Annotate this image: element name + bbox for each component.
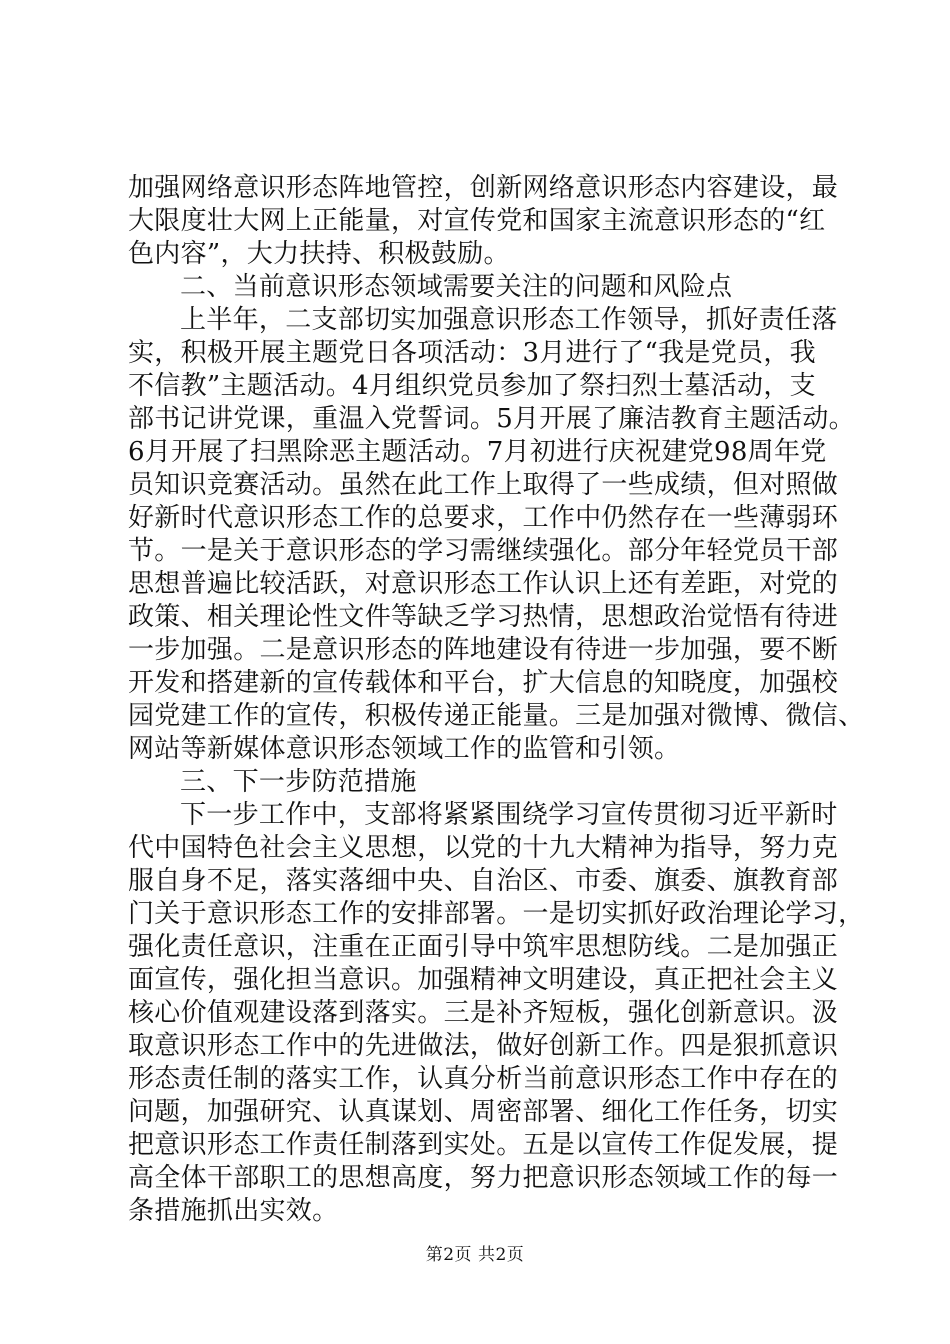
text-line: 政策、相关理论性文件等缺乏学习热情，思想政治觉悟有待进 — [128, 602, 839, 632]
text-line: 一步加强。二是意识形态的阵地建设有待进一步加强，要不断 — [128, 635, 839, 665]
text-line: 加强网络意识形态阵地管控，创新网络意识形态内容建设，最 — [128, 173, 839, 203]
text-line: 核心价值观建设落到落实。三是补齐短板，强化创新意识。汲 — [128, 998, 839, 1028]
text-line: 服自身不足，落实落细中央、自治区、市委、旗委、旗教育部 — [128, 866, 839, 896]
text-line: 部书记讲党课，重温入党誓词。5月开展了廉洁教育主题活动。 — [128, 404, 855, 434]
page-number-footer: 第2页 共2页 — [425, 1245, 525, 1265]
text-line: 6月开展了扫黑除恶主题活动。7月初进行庆祝建党98周年党 — [128, 437, 827, 467]
text-line: 大限度壮大网上正能量，对宣传党和国家主流意识形态的“红 — [128, 206, 826, 236]
text-line: 网站等新媒体意识形态领域工作的监管和引领。 — [128, 734, 681, 764]
heading-text: 二、当前意识形态领域需要关注的问题和风险点 — [180, 272, 733, 302]
text-line: 问题，加强研究、认真谋划、周密部署、细化工作任务，切实 — [128, 1097, 839, 1127]
text-line: 把意识形态工作责任制落到实处。五是以宣传工作促发展，提 — [128, 1130, 839, 1160]
text-line: 门关于意识形态工作的安排部署。一是切实抓好政治理论学习， — [128, 899, 865, 929]
paragraph-section-3 — [128, 799, 865, 1228]
text-line: 思想普遍比较活跃，对意识形态工作认识上还有差距，对党的 — [128, 569, 839, 599]
text-line: 节。一是关于意识形态的学习需继续强化。部分年轻党员干部 — [128, 536, 839, 566]
section-heading-2 — [128, 271, 858, 304]
text-line: 色内容”，大力扶持、积极鼓励。 — [128, 239, 510, 269]
text-line: 强化责任意识，注重在正面引导中筑牢思想防线。二是加强正 — [128, 932, 839, 962]
text-line: 开发和搭建新的宣传载体和平台，扩大信息的知晓度，加强校 — [128, 668, 839, 698]
text-line: 代中国特色社会主义思想，以党的十九大精神为指导，努力克 — [128, 833, 839, 863]
text-line: 上半年，二支部切实加强意识形态工作领导，抓好责任落 — [180, 305, 838, 335]
text-line: 高全体干部职工的思想高度，努力把意识形态领域工作的每一 — [128, 1163, 839, 1193]
text-line: 形态责任制的落实工作，认真分析当前意识形态工作中存在的 — [128, 1064, 839, 1094]
heading-text: 三、下一步防范措施 — [180, 767, 417, 797]
text-line: 下一步工作中，支部将紧紧围绕学习宣传贯彻习近平新时 — [180, 800, 838, 830]
document-body — [128, 172, 865, 1228]
text-line: 面宣传，强化担当意识。加强精神文明建设，真正把社会主义 — [128, 965, 839, 995]
section-heading-3 — [128, 766, 858, 799]
text-line: 园党建工作的宣传，积极传递正能量。三是加强对微博、微信、 — [128, 701, 865, 731]
text-line: 好新时代意识形态工作的总要求，工作中仍然存在一些薄弱环 — [128, 503, 839, 533]
paragraph-section-2 — [128, 304, 865, 766]
text-line: 实，积极开展主题党日各项活动：3月进行了“我是党员，我 — [128, 338, 816, 368]
text-line: 条措施抓出实效。 — [128, 1196, 339, 1226]
text-line: 取意识形态工作中的先进做法，做好创新工作。四是狠抓意识 — [128, 1031, 839, 1061]
text-line: 员知识竞赛活动。虽然在此工作上取得了一些成绩，但对照做 — [128, 470, 839, 500]
text-line: 不信教”主题活动。4月组织党员参加了祭扫烈士墓活动，支 — [128, 371, 816, 401]
paragraph-intro-continued — [128, 172, 858, 271]
